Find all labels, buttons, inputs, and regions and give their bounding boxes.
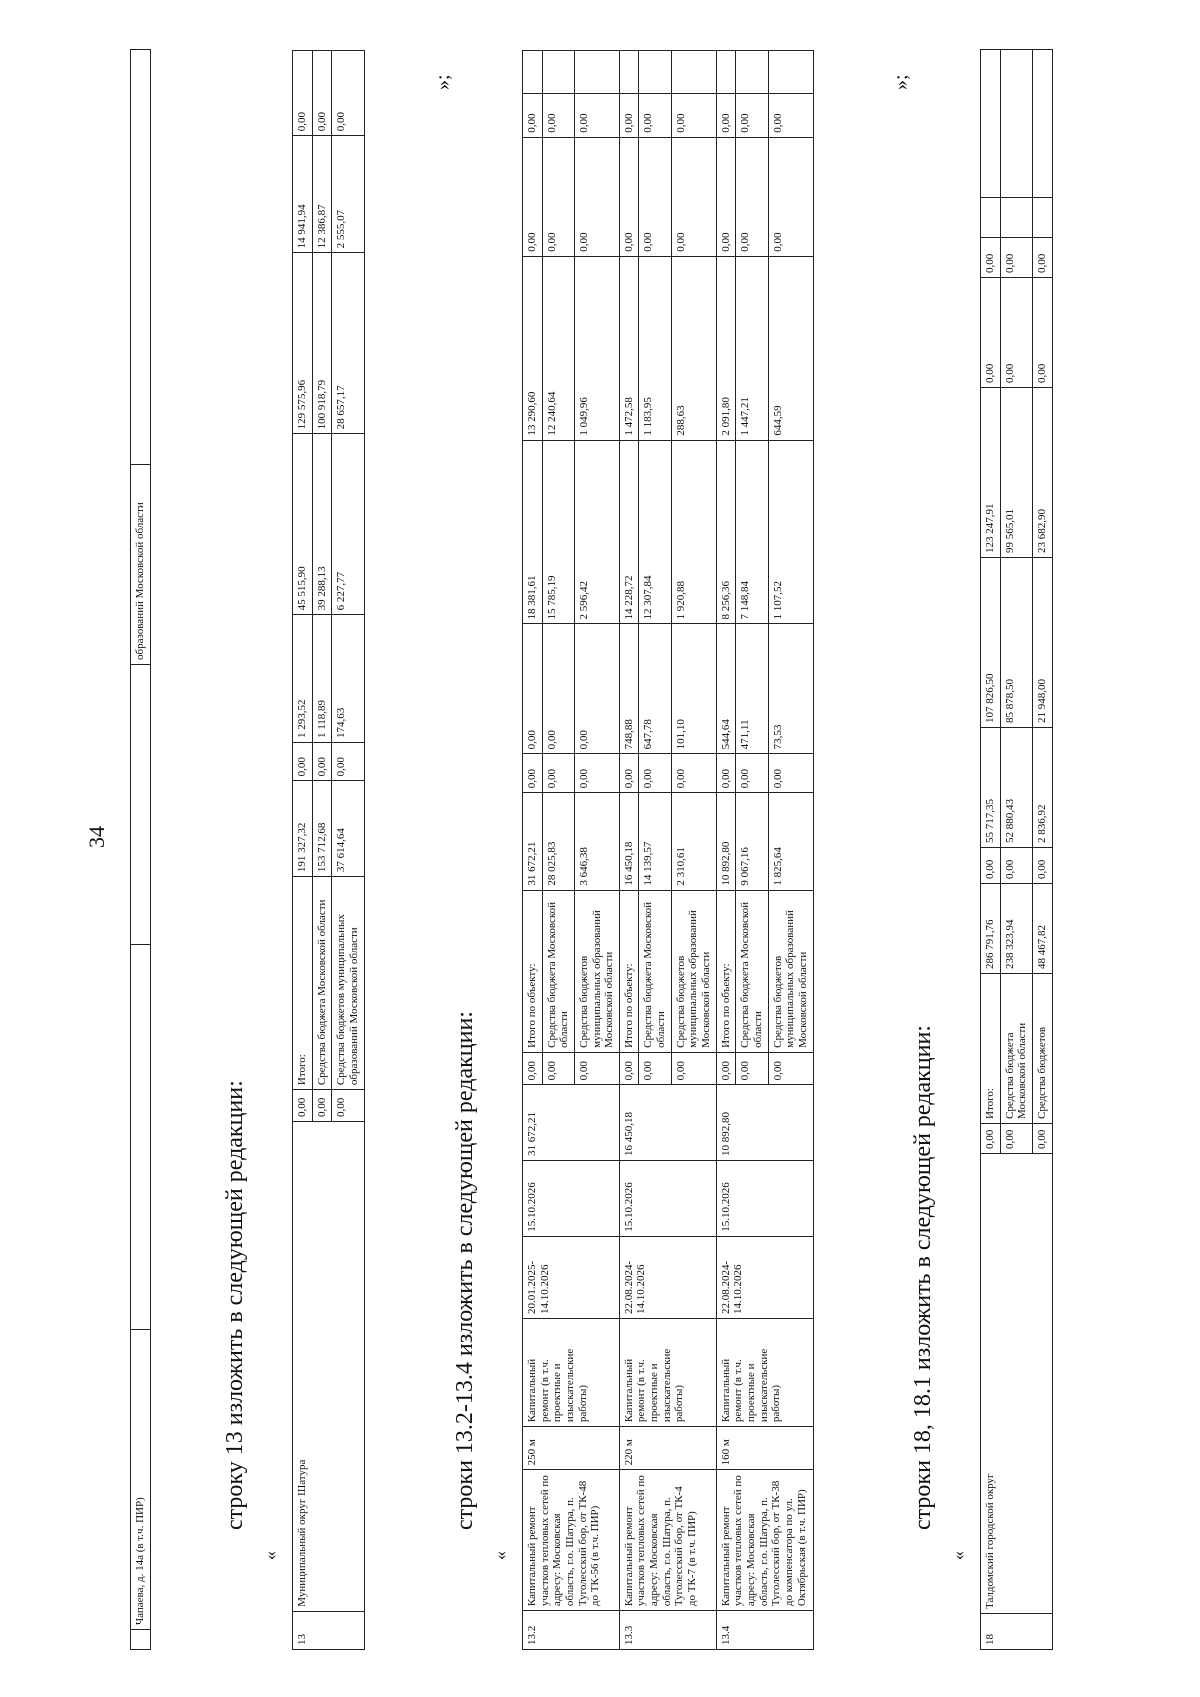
object-length: 220 м <box>619 1427 716 1470</box>
cell: 15 785,19 <box>542 440 574 624</box>
cell: 0,00 <box>332 743 364 781</box>
financing-source: Средства бюджетов муниципальных образований Московской области <box>574 890 619 1052</box>
cell: 0,00 <box>1000 238 1032 278</box>
cell <box>523 51 543 94</box>
financing-source: Средства бюджета Московской области <box>639 890 671 1052</box>
cell: 0,00 <box>542 1052 574 1084</box>
cell: 471,11 <box>736 624 768 754</box>
cell: 1 118,89 <box>312 615 332 743</box>
financing-source: Средства бюджета Московской области <box>312 877 332 1090</box>
cell <box>736 51 768 94</box>
cell <box>981 198 1001 238</box>
cell: 0,00 <box>639 137 671 256</box>
cell: 37 614,64 <box>332 781 364 877</box>
cell: 3 646,38 <box>574 793 619 890</box>
cell: 14 139,57 <box>639 793 671 890</box>
cell: 99 565,01 <box>1000 388 1032 558</box>
cell: 0,00 <box>542 94 574 137</box>
cell: 14 228,72 <box>619 440 639 624</box>
financing-source: Итого: <box>293 877 313 1090</box>
object-cost: 10 892,80 <box>716 1085 813 1161</box>
cell: 107 826,50 <box>981 558 1001 728</box>
row-name: Муниципальный округ Шатура <box>293 1121 365 1611</box>
cell: 748,88 <box>619 624 639 754</box>
cell: 0,00 <box>332 1090 364 1122</box>
section-13-2-open-quote: « <box>490 1551 510 1560</box>
cell: 0,00 <box>639 1052 671 1084</box>
cell: 85 878,50 <box>1000 558 1032 728</box>
cell: 0,00 <box>981 278 1001 388</box>
row-name: Талдомский городской округ <box>981 1154 1053 1614</box>
cell: 238 323,94 <box>1000 884 1032 974</box>
object-number: 13.3 <box>619 1611 716 1650</box>
section-18-heading: строки 18, 18.1 изложить в следующей редакции: <box>910 1025 936 1530</box>
cell: 23 682,90 <box>1032 388 1052 558</box>
cell: 21 948,00 <box>1032 558 1052 728</box>
cell: 0,00 <box>619 94 639 137</box>
cell: 0,00 <box>312 743 332 781</box>
cell <box>716 51 736 94</box>
cell <box>981 50 1001 198</box>
cell: 2 555,07 <box>332 136 364 253</box>
cell: 39 288,13 <box>312 434 332 615</box>
cell <box>639 51 671 94</box>
cell: 0,00 <box>981 848 1001 884</box>
section-13-2-close-quote: »; <box>890 74 912 90</box>
cell: 0,00 <box>574 624 619 754</box>
cell: 0,00 <box>716 754 736 793</box>
document-sheet <box>120 50 1120 1650</box>
cell: 14 941,94 <box>293 136 313 253</box>
cell: 0,00 <box>768 754 813 793</box>
cell: 6 227,77 <box>332 434 364 615</box>
cell: 0,00 <box>981 1124 1001 1154</box>
cell: 45 515,90 <box>293 434 313 615</box>
cell: 0,00 <box>574 1052 619 1084</box>
financing-source: Средства бюджетов муниципальных образований Московской области <box>671 890 716 1052</box>
cell: 100 918,79 <box>312 253 332 434</box>
section-13-heading: строку 13 изложить в следующей редакции: <box>222 1080 248 1530</box>
work-period: 20.01.2025-14.10.2026 <box>523 1236 620 1318</box>
cell: 288,63 <box>671 256 716 440</box>
cell: 28 657,17 <box>332 253 364 434</box>
cell: 2 091,80 <box>716 256 736 440</box>
cell: 0,00 <box>574 137 619 256</box>
cell: 55 717,35 <box>981 728 1001 848</box>
financing-source: Средства бюджета Московской области <box>542 890 574 1052</box>
cell: 0,00 <box>523 94 543 137</box>
object-length: 250 м <box>523 1427 620 1470</box>
object-length: 160 м <box>716 1427 813 1470</box>
cell: 0,00 <box>293 743 313 781</box>
object-name: Капитальный ремонт участков тепловых сетей по адресу: Московская область, г.о. Шатура, п. Туголесский бор, от ТК-4 до ТК-7 (в т.ч. ПИР) <box>619 1470 716 1611</box>
cell: 0,00 <box>523 1052 543 1084</box>
section-13-2-table <box>522 50 814 1650</box>
cell: 1 920,88 <box>671 440 716 624</box>
cell: 0,00 <box>736 137 768 256</box>
financing-source: Итого: <box>981 974 1001 1124</box>
cell: 0,00 <box>671 94 716 137</box>
cell: 9 067,16 <box>736 793 768 890</box>
cell: 0,00 <box>1032 1124 1052 1154</box>
cell: 0,00 <box>768 94 813 137</box>
completion-date: 15.10.2026 <box>716 1161 813 1237</box>
financing-source: Средства бюджетов муниципальных образований Московской области <box>332 877 364 1090</box>
cell: 10 892,80 <box>716 793 736 890</box>
work-type: Капитальный ремонт (в т.ч. проектные и изыскательские работы) <box>619 1318 716 1426</box>
cell: 16 450,18 <box>619 793 639 890</box>
object-number: 13.4 <box>716 1611 813 1650</box>
cell: 12 386,87 <box>312 136 332 253</box>
cell: 129 575,96 <box>293 253 313 434</box>
financing-source: Средства бюджетов <box>1032 974 1052 1124</box>
cell: 0,00 <box>523 754 543 793</box>
cell: 0,00 <box>332 51 364 136</box>
financing-source: Средства бюджетов муниципальных образований Московской области <box>768 890 813 1052</box>
cell: 0,00 <box>619 754 639 793</box>
cell: 12 240,64 <box>542 256 574 440</box>
cell: 123 247,91 <box>981 388 1001 558</box>
cell: 0,00 <box>768 1052 813 1084</box>
cell: 1 183,95 <box>639 256 671 440</box>
object-name: Капитальный ремонт участков тепловых сетей по адресу: Московская область, г.о. Шатура, п. Туголесский бор, от ТК-38 до компенсатора по ул. Октябрьская (в т.ч. ПИР) <box>716 1470 813 1611</box>
top-row-blank <box>131 50 151 465</box>
cell: 48 467,82 <box>1032 884 1052 974</box>
object-number: 13.2 <box>523 1611 620 1650</box>
cell <box>542 51 574 94</box>
cell: 101,10 <box>671 624 716 754</box>
cell <box>768 51 813 94</box>
cell: 0,00 <box>716 1052 736 1084</box>
cell: 0,00 <box>639 754 671 793</box>
cell: 31 672,21 <box>523 793 543 890</box>
financing-source: Итого по объекту: <box>716 890 736 1052</box>
object-cost: 31 672,21 <box>523 1085 620 1161</box>
top-row-left-text: Чапаева, д. 14а (в т.ч. ПИР) <box>131 1330 151 1630</box>
cell: 1 447,21 <box>736 256 768 440</box>
cell: 286 791,76 <box>981 884 1001 974</box>
work-type: Капитальный ремонт (в т.ч. проектные и изыскательские работы) <box>523 1318 620 1426</box>
completion-date: 15.10.2026 <box>619 1161 716 1237</box>
cell: 0,00 <box>1000 1124 1032 1154</box>
cell: 73,53 <box>768 624 813 754</box>
page-number: 34 <box>84 826 109 848</box>
cell: 0,00 <box>542 624 574 754</box>
cell <box>1000 50 1032 198</box>
cell: 2 310,61 <box>671 793 716 890</box>
cell: 1 107,52 <box>768 440 813 624</box>
cell: 8 256,36 <box>716 440 736 624</box>
work-period: 22.08.2024-14.10.2026 <box>619 1236 716 1318</box>
cell: 644,59 <box>768 256 813 440</box>
cell: 0,00 <box>293 51 313 136</box>
cell: 52 880,43 <box>1000 728 1032 848</box>
cell <box>1032 50 1052 198</box>
cell: 544,64 <box>716 624 736 754</box>
cell: 0,00 <box>1000 278 1032 388</box>
cell: 0,00 <box>523 624 543 754</box>
top-row-blank <box>131 945 151 1330</box>
cell: 0,00 <box>619 137 639 256</box>
cell: 0,00 <box>671 1052 716 1084</box>
cell: 0,00 <box>1032 238 1052 278</box>
cell: 13 290,60 <box>523 256 543 440</box>
section-13-close-quote: »; <box>432 74 454 90</box>
row-number: 18 <box>981 1614 1053 1650</box>
cell: 0,00 <box>736 94 768 137</box>
cell <box>1032 198 1052 238</box>
section-18-open-quote: « <box>948 1551 968 1560</box>
top-row-right-text: образований Московской области <box>131 465 151 665</box>
cell: 647,78 <box>639 624 671 754</box>
cell <box>574 51 619 94</box>
section-13-table <box>292 50 365 1650</box>
cell: 0,00 <box>671 137 716 256</box>
cell: 0,00 <box>619 1052 639 1084</box>
cell: 153 712,68 <box>312 781 332 877</box>
cell <box>1000 198 1032 238</box>
financing-source: Средства бюджета Московской области <box>1000 974 1032 1124</box>
cell: 0,00 <box>312 1090 332 1122</box>
cell: 0,00 <box>542 137 574 256</box>
cell: 0,00 <box>523 137 543 256</box>
cell: 0,00 <box>542 754 574 793</box>
cell: 7 148,84 <box>736 440 768 624</box>
cell: 18 381,61 <box>523 440 543 624</box>
cell <box>671 51 716 94</box>
completion-date: 15.10.2026 <box>523 1161 620 1237</box>
top-row-spacer <box>131 1630 151 1650</box>
cell: 0,00 <box>293 1090 313 1122</box>
cell: 0,00 <box>716 94 736 137</box>
cell: 0,00 <box>574 754 619 793</box>
financing-source: Итого по объекту: <box>523 890 543 1052</box>
cell: 0,00 <box>312 51 332 136</box>
cell: 0,00 <box>671 754 716 793</box>
cell: 174,63 <box>332 615 364 743</box>
section-18-table <box>980 49 1053 1650</box>
section-13-open-quote: « <box>260 1551 280 1560</box>
cell: 0,00 <box>716 137 736 256</box>
top-row-table <box>130 49 151 1650</box>
cell: 0,00 <box>639 94 671 137</box>
cell: 1 825,64 <box>768 793 813 890</box>
section-13-2-heading: строки 13.2-13.4 изложить в следующей редакции: <box>452 1011 478 1530</box>
financing-source: Средства бюджета Московской области <box>736 890 768 1052</box>
cell: 0,00 <box>574 94 619 137</box>
cell: 2 596,42 <box>574 440 619 624</box>
object-cost: 16 450,18 <box>619 1085 716 1161</box>
cell: 0,00 <box>1032 848 1052 884</box>
cell: 1 049,96 <box>574 256 619 440</box>
cell: 0,00 <box>768 137 813 256</box>
cell: 0,00 <box>736 754 768 793</box>
cell: 2 836,92 <box>1032 728 1052 848</box>
cell: 0,00 <box>736 1052 768 1084</box>
cell <box>619 51 639 94</box>
financing-source: Итого по объекту: <box>619 890 639 1052</box>
top-row-blank <box>131 665 151 945</box>
cell: 191 327,32 <box>293 781 313 877</box>
object-name: Капитальный ремонт участков тепловых сетей по адресу: Московская область, г.о. Шатура, п. Туголесский бор, от ТК-48 до ТК-56 (в т.ч. ПИР) <box>523 1470 620 1611</box>
work-type: Капитальный ремонт (в т.ч. проектные и изыскательские работы) <box>716 1318 813 1426</box>
work-period: 22.08.2024-14.10.2026 <box>716 1236 813 1318</box>
cell: 28 025,83 <box>542 793 574 890</box>
cell: 0,00 <box>981 238 1001 278</box>
row-number: 13 <box>293 1611 365 1649</box>
cell: 1 472,58 <box>619 256 639 440</box>
cell: 0,00 <box>1000 848 1032 884</box>
cell: 1 293,52 <box>293 615 313 743</box>
cell: 0,00 <box>1032 278 1052 388</box>
cell: 12 307,84 <box>639 440 671 624</box>
